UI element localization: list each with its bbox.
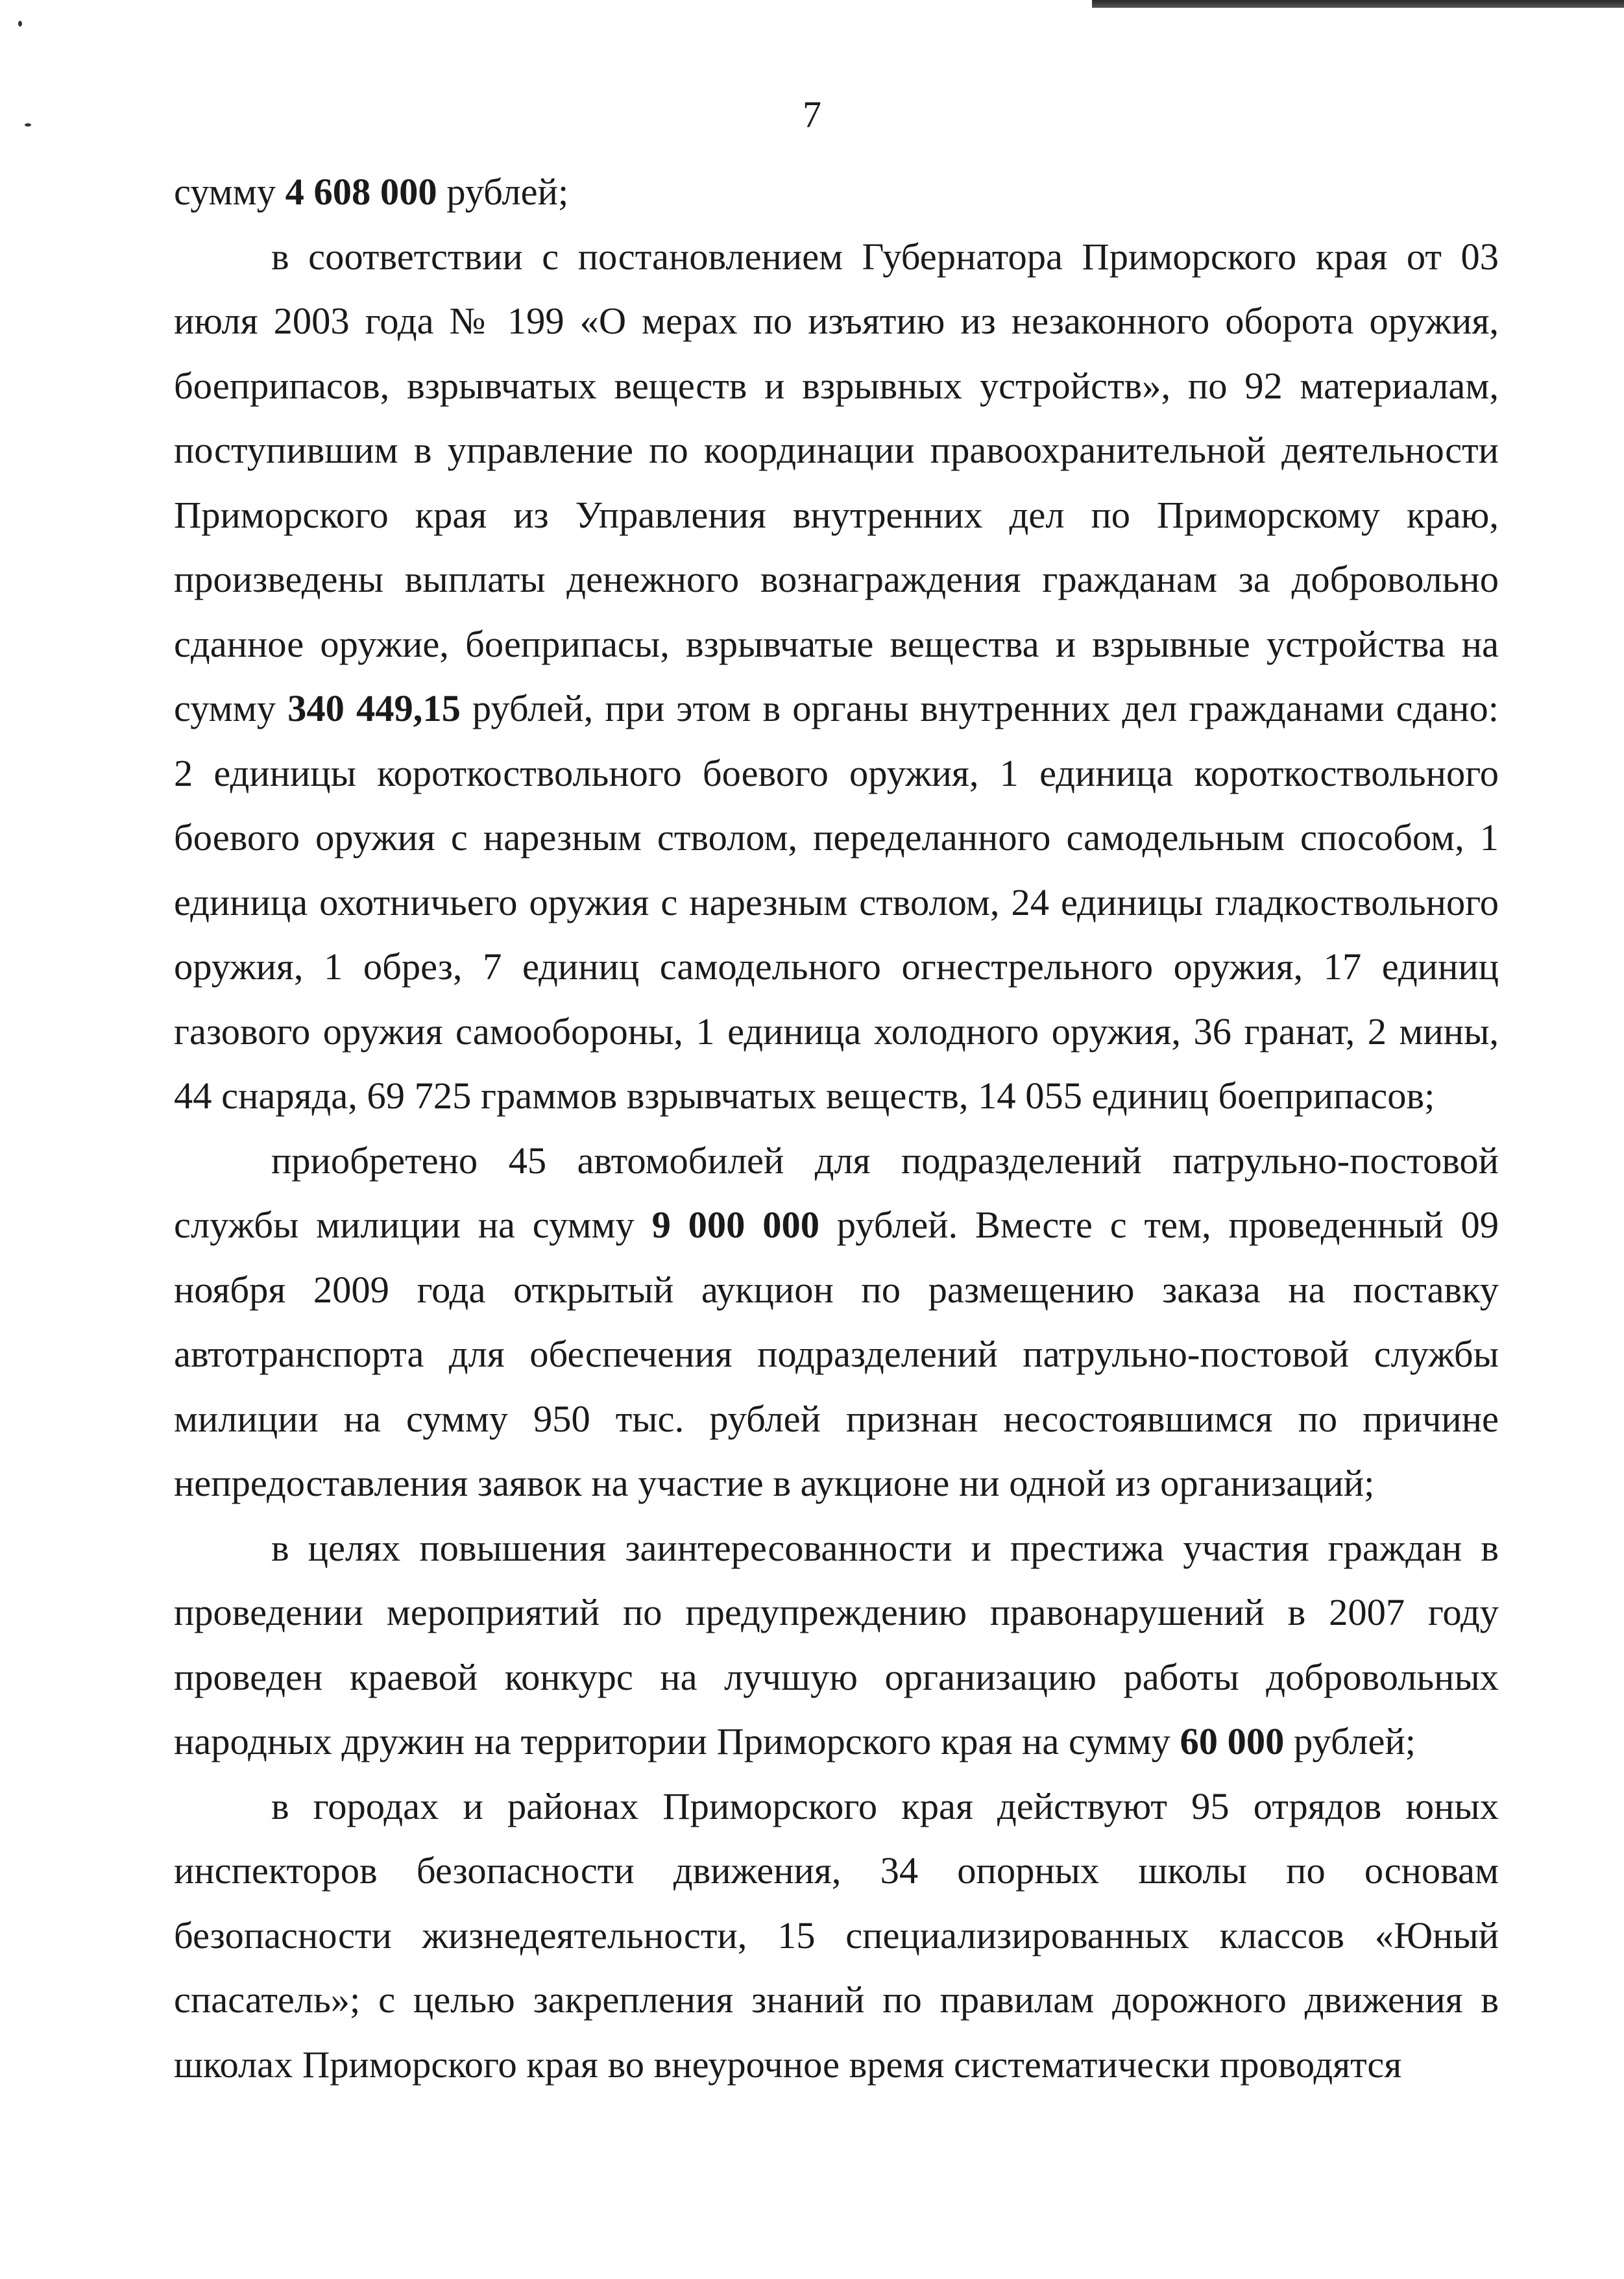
text-run: приобретено 45 автомобилей для подразделений патрульно-постовой службы милиции на сумму (174, 1139, 1499, 1246)
paragraph (174, 225, 1499, 1128)
scan-edge-mark (1092, 0, 1624, 8)
text-run: рублей; (437, 171, 569, 213)
amount-bold: 340 449,15 (287, 687, 461, 729)
text-run: рублей; (1284, 1720, 1416, 1762)
document-body (174, 160, 1499, 2097)
text-run: в соответствии с постановлением Губернатора Приморского края от 03 июля 2003 года № 199 «О мерах по изъятию из незаконного оборота оружия, боеприпасов, взрывчатых веществ и взрывных устройств», по 92 материалам, поступившим в управление по координации правоохранительной деятельности Приморского края из Управления внутренних дел по Приморскому краю, произведены выплаты денежного вознаграждения гражданам за добровольно сданное оружие, боеприпасы, взрывчатые вещества и взрывные устройства на сумму (174, 235, 1499, 729)
text-run: в городах и районах Приморского края действуют 95 отрядов юных инспекторов безопасности движения, 34 опорных школы по основам безопасности жизнедеятельности, 15 специализированных классов «Юный спасатель»; с целью закрепления знаний по правилам дорожного движения в школах Приморского края во внеурочное время систематически проводятся (174, 1785, 1499, 2086)
amount-bold: 4 608 000 (285, 171, 437, 213)
amount-bold: 9 000 000 (651, 1204, 819, 1246)
scan-speck (18, 21, 22, 27)
text-run: в целях повышения заинтересованности и престижа участия граждан в проведении мероприятий по предупреждению правонарушений в 2007 году проведен краевой конкурс на лучшую организацию работы добровольных народных дружин на территории Приморского края на сумму (174, 1526, 1499, 1762)
text-run: рублей, при этом в органы внутренних дел гражданами сдано: 2 единицы короткоствольного боевого оружия, 1 единица короткоствольного боевого оружия с нарезным стволом, переделанного самодельным способом, 1 единица охотничьего оружия с нарезным стволом, 24 единицы гладкоствольного оружия, 1 обрез, 7 единиц самодельного огнестрельного оружия, 17 единиц газового оружия самообороны, 1 единица холодного оружия, 36 гранат, 2 мины, 44 снаряда, 69 725 граммов взрывчатых веществ, 14 055 единиц боеприпасов; (174, 687, 1499, 1117)
amount-bold: 60 000 (1180, 1720, 1285, 1762)
paragraph (174, 1128, 1499, 1516)
text-run: рублей. Вместе с тем, проведенный 09 ноября 2009 года открытый аукцион по размещению заказа на поставку автотранспорта для обеспечения подразделений патрульно-постовой службы милиции на сумму 950 тыс. рублей признан несостоявшимся по причине непредоставления заявок на участие в аукционе ни одной из организаций; (174, 1204, 1499, 1504)
paragraph (174, 160, 1499, 225)
text-run: сумму (174, 171, 285, 213)
page-number: 7 (803, 93, 821, 136)
paragraph (174, 1516, 1499, 1774)
paragraph (174, 1774, 1499, 2097)
